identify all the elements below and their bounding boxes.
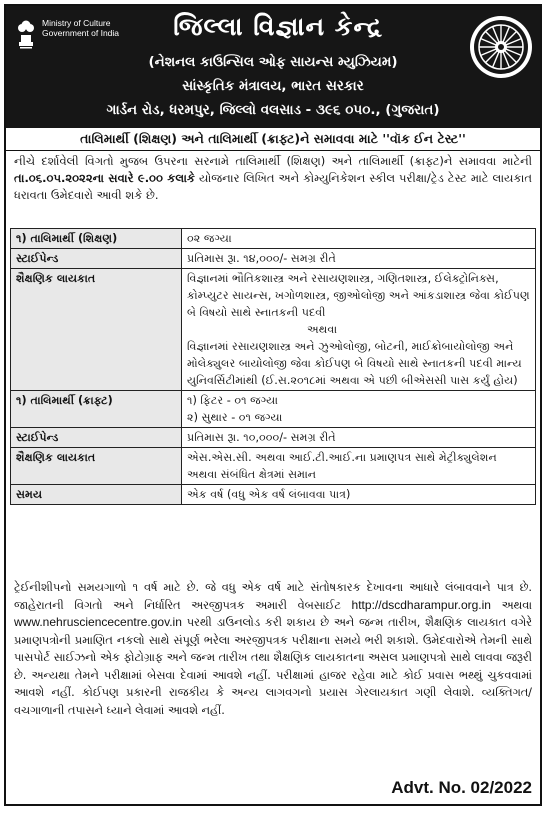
table-row [11,391,536,428]
intro-date-time: તા.૦૬.૦૫.૨૦૨૨ના સવારે ૯.૦૦ કલાકે [14,171,196,185]
intro-text-2: યોજનાર લિખિત અને કોમ્યુનિકેશન સ્કીલ પરીક્ષા/ટ્રેડ ટેસ્ટ માટે લાયકાત ધરાવતા ઉમેદવારો આવી શકે છે. [14,171,532,202]
stipend-label: સ્ટાઈપેન્ડ [11,428,182,448]
stipend-value: પ્રતિમાસ રૂા. ૧૦,૦૦૦/- સમગ્ર રીતે [182,428,536,448]
advertisement-number: Advt. No. 02/2022 [391,778,532,797]
instructions-paragraph [14,579,532,719]
qualification-or: અથવા [307,323,338,336]
details-table [10,228,536,505]
qualification-label: શૈક્ષણિક લાયકાત [11,269,182,391]
duration-label: સમય [11,485,182,505]
trainee-craft-label: ૧) તાલિમાર્થી (ક્રાફ્ટ) [11,391,182,428]
website-link-1[interactable]: http://dscdharampur.org.in [351,597,491,612]
ministry-name: સાંસ્કૃતિક મંત્રાલય, ભારત સરકાર [182,78,364,94]
trainee-education-label: ૧) તાલિમાર્થી (શિક્ષણ) [11,229,182,249]
instructions-text-2: અથવા [490,598,532,612]
header-banner [6,6,540,128]
trainee-education-posts: ૦૨ જગ્યા [182,229,536,249]
website-link-2[interactable]: www.nehrusciencecentre.gov.in [14,615,182,629]
qualification-option-b: વિજ્ઞાનમાં રસાયણશાસ્ત્ર અને ઝુઓલોજી, બોટની, માઈક્રોબાયોલોજી અને મોલેક્યુલર બાયોલોજી જેવા કોઈપણ બે વિષયો સાથે સ્નાતકની પદવી માન્ય યુનિવર્સિટીમાંથી (ઈ.સ.૨૦૧૮માં અથવા એ પછી બીએસસી પાસ કર્યું હોય) [187,340,522,387]
intro-paragraph [14,153,532,204]
qualification-option-a: વિજ્ઞાનમાં ભૌતિકશાસ્ત્ર અને રસાયણશાસ્ત્ર, ગણિતશાસ્ત્ર, ઈલેક્ટ્રોનિક્સ, કોમ્પ્યુટર સાયન્સ, ખગોળશાસ્ત્ર, જીઓલોજી અને આંકડાશાસ્ત્ર જેવા કોઈપણ બે વિષયો સાથે સ્નાતકની પદવી [187,272,530,319]
qualification-value: એસ.એસ.સી. અથવા આઈ.ટી.આઈ.ના પ્રમાણપત્ર સાથે મેટ્રીક્યુલેશન અથવા સંબંધિત ક્ષેત્રમાં સમાન [182,448,536,485]
fitter-posts: ૧) ફિટર - ૦૧ જગ્યા [187,394,278,407]
carpenter-posts: ૨) સુથાર - ૦૧ જગ્યા [187,411,283,424]
science-centre-logo-icon [468,14,534,80]
duration-value: એક વર્ષ (વધુ એક વર્ષ લંબાવવા પાત્ર) [182,485,536,505]
qualification-label: શૈક્ષણિક લાયકાત [11,448,182,485]
instructions-text-1: ટ્રેઈનીશીપનો સમયગાળો ૧ વર્ષ માટે છે. જે વધુ એક વર્ષ માટે સંતોષકારક દેખાવના આધારે લંબાવવાને પાત્ર છે. જાહેરાતની વિગતો અને નિર્ધારિત અરજીપત્રક અમારી વેબસાઈટ [14,581,532,612]
ministry-line-1: Ministry of Culture [42,18,111,28]
advertisement [4,4,542,806]
table-row [11,229,536,249]
table-row [11,428,536,448]
intro-text-1: નીચે દર્શાવેલી વિગતો મુજબ ઉપરના સરનામે તાલિમાર્થી (શિક્ષણ) અને તાલિમાર્થી (ક્રાફ્ટ)ને સમાવવા માટેની [14,154,532,168]
qualification-value [182,269,536,391]
address: ગાર્ડન રોડ, ધરમપુર, જિલ્લો વલસાડ - ૩૯૬ ૦૫૦., (ગુજરાત) [106,102,440,118]
table-row [11,448,536,485]
table-row [11,269,536,391]
ministry-line-2: Government of India [42,28,120,38]
table-row [11,485,536,505]
stipend-label: સ્ટાઈપેન્ડ [11,249,182,269]
table-row [11,249,536,269]
trainee-craft-posts [182,391,536,428]
subject-heading: તાલિમાર્થી (શિક્ષણ) અને તાલિમાર્થી (ક્રાફ્ટ)ને સમાવવા માટે ''વૉક ઈન ટેસ્ટ'' [6,128,540,151]
instructions-text-3: પરથી ડાઉનલોડ કરી શકાય છે અને જન્મ તારીખ, શૈક્ષણિક લાયકાત વગેરે પ્રમાણપત્રોની પ્રમાણિત નકલો સાથે સંપૂર્ણ ભરેલા અરજીપત્રક પરીક્ષાના સમયે ભરી શકાશે. ઉમેદવારોએ તેમની સાથે પાસપોર્ટ સાઈઝનો એક ફોટોગ્રાફ અને જન્મ તારીખ તથા શૈક્ષણિક લાયકાતના અસલ પ્રમાણપત્રો સાથે લાવવા જરૂરી છે. અન્યથા તેમને પરીક્ષામાં બેસવા દેવામાં આવશે નહીં. પરીક્ષામાં હાજર રહેવા માટે કોઈ પ્રવાસ ભથ્થું ચુકવવામાં આવશે નહીં. કોઈપણ પ્રકારની રાજકીય કે અન્ય લાગવગનો પ્રયાસ ગેરલાયકાત ગણી લેવાશે. વ્યક્તિગત/વચગાળાની તપાસને ધ્યાને લેવામાં આવશે નહીં. [14,616,532,717]
council-name: (નેશનલ કાઉન્સિલ ઓફ સાયન્સ મ્યુઝિયમ) [148,54,398,70]
page-title: જિલ્લા વિજ્ઞાન કેન્દ્ર [173,12,383,41]
national-emblem-icon [16,16,36,50]
stipend-value: પ્રતિમાસ રૂા. ૧૪,૦૦૦/- સમગ્ર રીતે [182,249,536,269]
